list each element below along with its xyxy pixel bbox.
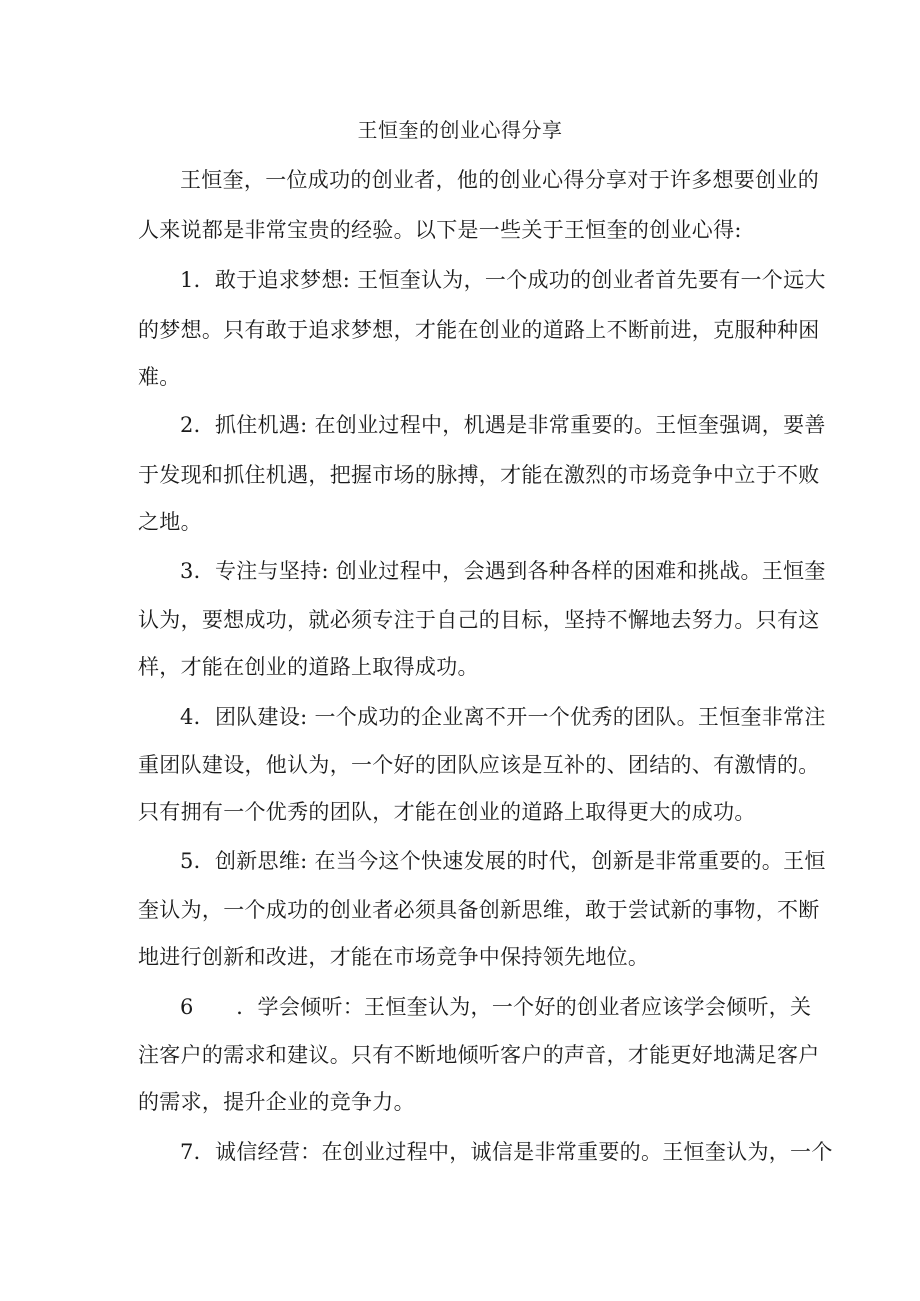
paragraph-line: 认为，要想成功，就必须专注于自己的目标，坚持不懈地去努力。只有这: [138, 608, 820, 632]
paragraph-line: 王恒奎，一位成功的创业者，他的创业心得分享对于许多想要创业的: [180, 168, 819, 192]
paragraph-line: 7．诚信经营：在创业过程中，诚信是非常重要的。王恒奎认为，一个: [180, 1140, 833, 1164]
paragraph-line: 重团队建设，他认为，一个好的团队应该是互补的、团结的、有激情的。: [138, 753, 820, 777]
paragraph-line: 4．团队建设: 一个成功的企业离不开一个优秀的团队。王恒奎非常注: [180, 705, 826, 729]
paragraph-line: 地进行创新和改进，才能在市场竞争中保持领先地位。: [138, 945, 650, 969]
paragraph-line: 样，才能在创业的道路上取得成功。: [138, 655, 479, 679]
paragraph-line: 于发现和抓住机遇，把握市场的脉搏，才能在激烈的市场竞争中立于不败: [138, 463, 820, 487]
paragraph-line: 奎认为，一个成功的创业者必须具备创新思维，敢于尝试新的事物，不断: [138, 898, 820, 922]
paragraph-line: 只有拥有一个优秀的团队，才能在创业的道路上取得更大的成功。: [138, 800, 756, 824]
paragraph-line: 人来说都是非常宝贵的经验。以下是一些关于王恒奎的创业心得:: [138, 218, 742, 242]
paragraph-line: 难。: [138, 365, 181, 389]
document-title: 王恒奎的创业心得分享: [357, 118, 563, 142]
paragraph-line: 5．创新思维: 在当今这个快速发展的时代，创新是非常重要的。王恒: [180, 849, 826, 873]
paragraph-line: 注客户的需求和建议。只有不断地倾听客户的声音，才能更好地满足客户: [138, 1043, 820, 1067]
paragraph-line: 1．敢于追求梦想: 王恒奎认为，一个成功的创业者首先要有一个远大: [180, 268, 826, 292]
paragraph-line: 之地。: [138, 510, 202, 534]
paragraph-line: 6 ．学会倾听：王恒奎认为，一个好的创业者应该学会倾听，关: [180, 995, 812, 1019]
paragraph-line: 的梦想。只有敢于追求梦想，才能在创业的道路上不断前进，克服种种困: [138, 318, 820, 342]
paragraph-line: 2．抓住机遇: 在创业过程中，机遇是非常重要的。王恒奎强调，要善: [180, 413, 826, 437]
paragraph-line: 的需求，提升企业的竞争力。: [138, 1090, 415, 1114]
paragraph-line: 3．专注与坚持: 创业过程中，会遇到各种各样的困难和挑战。王恒奎: [180, 559, 826, 583]
